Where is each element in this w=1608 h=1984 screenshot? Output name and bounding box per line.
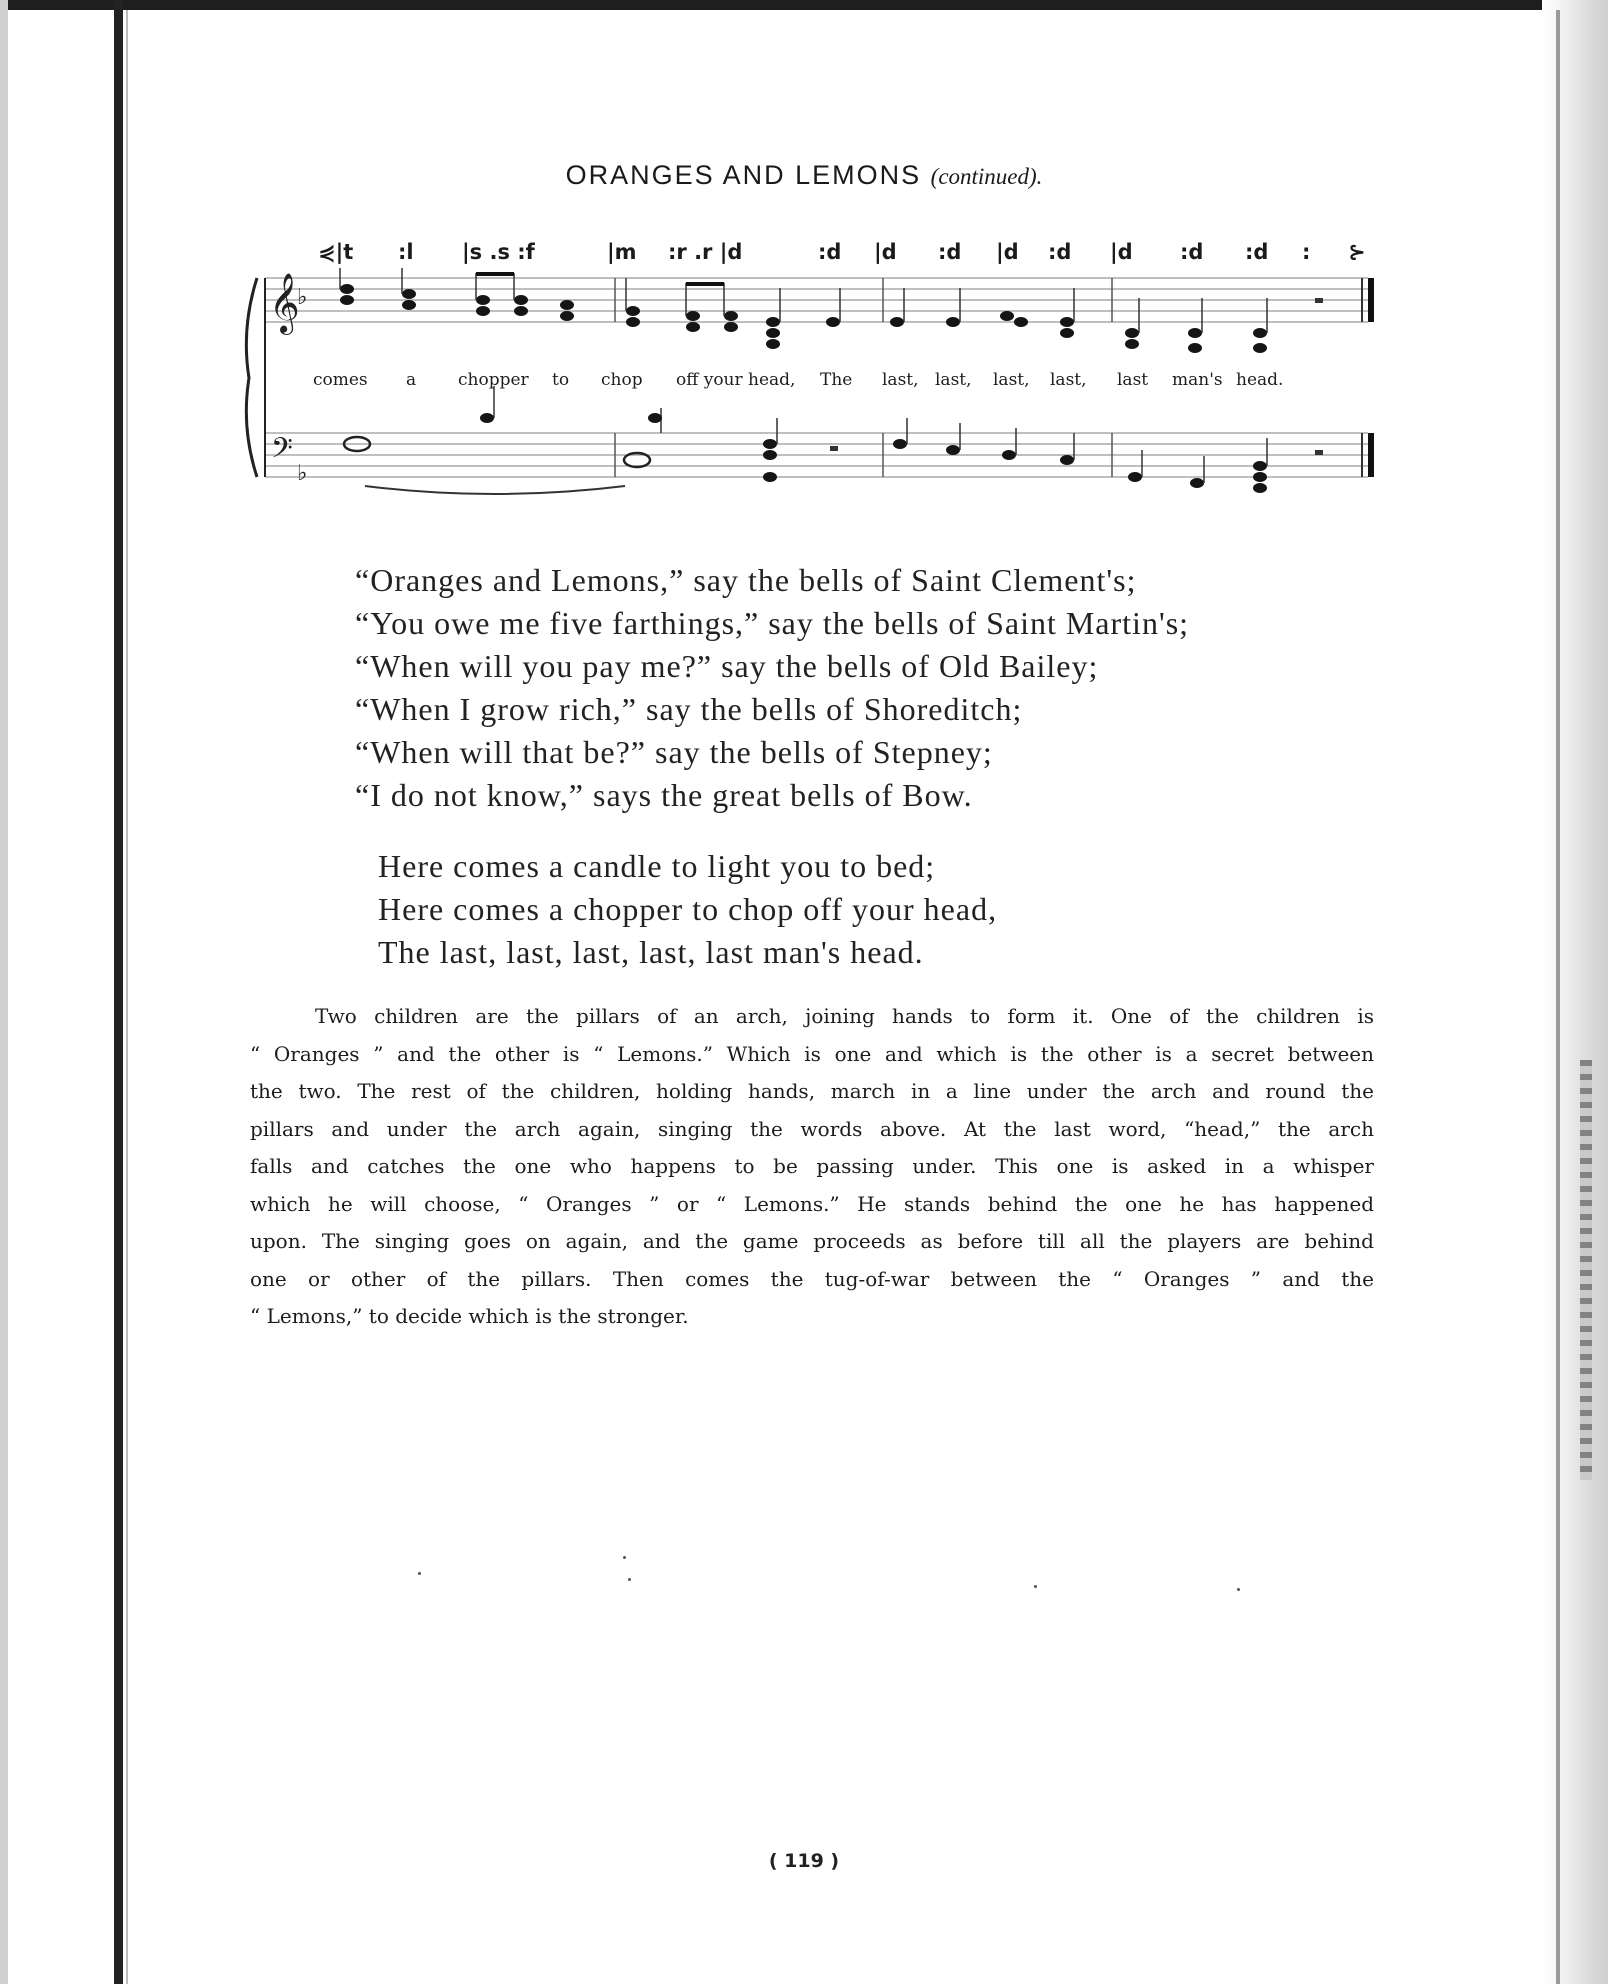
solfa-note: |s .s :f xyxy=(462,240,535,264)
verse-line: “When will you pay me?” say the bells of Old Bailey; xyxy=(355,648,1099,684)
page-right-fold xyxy=(1556,10,1560,1984)
solfa-note: ⊱ xyxy=(1348,240,1366,264)
instruction-line: pillars and under the arch again, singing the words above. At the last word, “head,” the arch xyxy=(250,1116,1374,1141)
page-inner-line xyxy=(126,10,128,1984)
verse-line: The last, last, last, last, last man's head. xyxy=(378,934,924,970)
title-continued: (continued). xyxy=(930,164,1043,189)
bass-notes xyxy=(344,413,1267,493)
solfa-note: : xyxy=(1302,240,1311,264)
verse-line: “Oranges and Lemons,” say the bells of Saint Clement's; xyxy=(355,562,1137,598)
solfa-note: :l xyxy=(398,240,414,264)
lyric-syllable: chopper xyxy=(458,370,529,390)
system-brace xyxy=(246,278,257,477)
bass-clef-icon: 𝄢 xyxy=(271,432,293,472)
flat-icon: ♭ xyxy=(297,285,308,310)
title-text: ORANGES AND LEMONS xyxy=(565,160,922,190)
solfa-note: :d xyxy=(1245,240,1269,264)
solfa-note: :d xyxy=(818,240,842,264)
lyric-syllable: last, xyxy=(993,370,1030,390)
instruction-line: which he will choose, “ Oranges ” or “ Lemons.” He stands behind the one he has happened xyxy=(250,1191,1374,1216)
lyric-syllable: off your head, xyxy=(676,370,796,390)
instruction-line: “ Lemons,” to decide which is the stronger. xyxy=(250,1304,689,1328)
verse-line: “When I grow rich,” say the bells of Shoreditch; xyxy=(355,691,1023,727)
lyric-syllable: last xyxy=(1117,370,1149,390)
verse-line: “I do not know,” says the great bells of Bow. xyxy=(355,777,973,813)
verse-line: “You owe me five farthings,” say the bells of Saint Martin's; xyxy=(355,605,1190,641)
scan-edge-top xyxy=(0,0,1608,10)
bass-rest xyxy=(830,446,838,451)
instruction-line: Two children are the pillars of an arch, joining hands to form it. One of the children is xyxy=(315,1004,1374,1028)
solfa-note: |m xyxy=(607,240,637,264)
solfa-note: |d xyxy=(996,240,1019,264)
scan-edge-left xyxy=(0,0,8,1984)
solfa-note: |d xyxy=(874,240,897,264)
verse-line: “When will that be?” say the bells of Stepney; xyxy=(355,734,993,770)
game-instructions xyxy=(250,998,1374,1336)
final-barline xyxy=(1362,278,1371,477)
instruction-line: the two. The rest of the children, holding hands, march in a line under the arch and round the xyxy=(250,1079,1374,1103)
page-number: ( 119 ) xyxy=(768,1850,840,1872)
bass-tie xyxy=(365,486,625,494)
solfa-note: :d xyxy=(1048,240,1072,264)
solfa-note: :d xyxy=(938,240,962,264)
bass-staff xyxy=(265,433,1368,477)
treble-rest xyxy=(1315,298,1323,303)
solfa-note: |d xyxy=(1110,240,1133,264)
treble-clef-icon: 𝄞 xyxy=(269,273,300,333)
page-right-edge-marks xyxy=(1580,1060,1592,1480)
scan-speck xyxy=(628,1578,631,1581)
solfa-note: :r .r |d xyxy=(668,240,743,264)
lyric-syllable: chop xyxy=(601,370,643,390)
scan-speck xyxy=(418,1572,421,1575)
lyric-syllable: man's xyxy=(1172,370,1223,390)
music-score xyxy=(235,268,1385,518)
instruction-line: “ Oranges ” and the other is “ Lemons.” Which is one and which is the other is a secret between xyxy=(250,1041,1374,1066)
page-right-shade xyxy=(1542,0,1608,1984)
instruction-line: upon. The singing goes on again, and the game proceeds as before till all the players are behind xyxy=(250,1229,1374,1253)
solfa-note: ⋞|t xyxy=(318,240,354,264)
scan-speck xyxy=(1237,1588,1240,1591)
scan-speck xyxy=(1034,1585,1037,1588)
flat-icon: ♭ xyxy=(297,461,308,486)
verse-line: Here comes a chopper to chop off your head, xyxy=(378,891,998,927)
bass-rest xyxy=(1315,450,1323,455)
bass-stems xyxy=(494,386,1267,483)
verse-line: Here comes a candle to light you to bed; xyxy=(378,848,936,884)
lyric-syllable: The xyxy=(820,370,853,390)
treble-notes xyxy=(340,284,1267,353)
lyric-syllable: a xyxy=(406,370,417,390)
scan-speck xyxy=(623,1556,626,1559)
lyric-syllable: last, xyxy=(1050,370,1087,390)
lyric-syllable: comes xyxy=(313,370,368,390)
lyric-syllable: last, xyxy=(882,370,919,390)
solfa-note: :d xyxy=(1180,240,1204,264)
lyric-syllable: to xyxy=(552,370,570,390)
instruction-line: falls and catches the one who happens to be passing under. This one is asked in a whisper xyxy=(250,1154,1374,1178)
page-binding-edge xyxy=(114,0,123,1984)
page-title xyxy=(0,160,1608,191)
lyric-syllable: last, xyxy=(935,370,972,390)
instruction-line: one or other of the pillars. Then comes the tug-of-war between the “ Oranges ” and the xyxy=(250,1266,1374,1291)
lyric-syllable: head. xyxy=(1236,370,1284,390)
